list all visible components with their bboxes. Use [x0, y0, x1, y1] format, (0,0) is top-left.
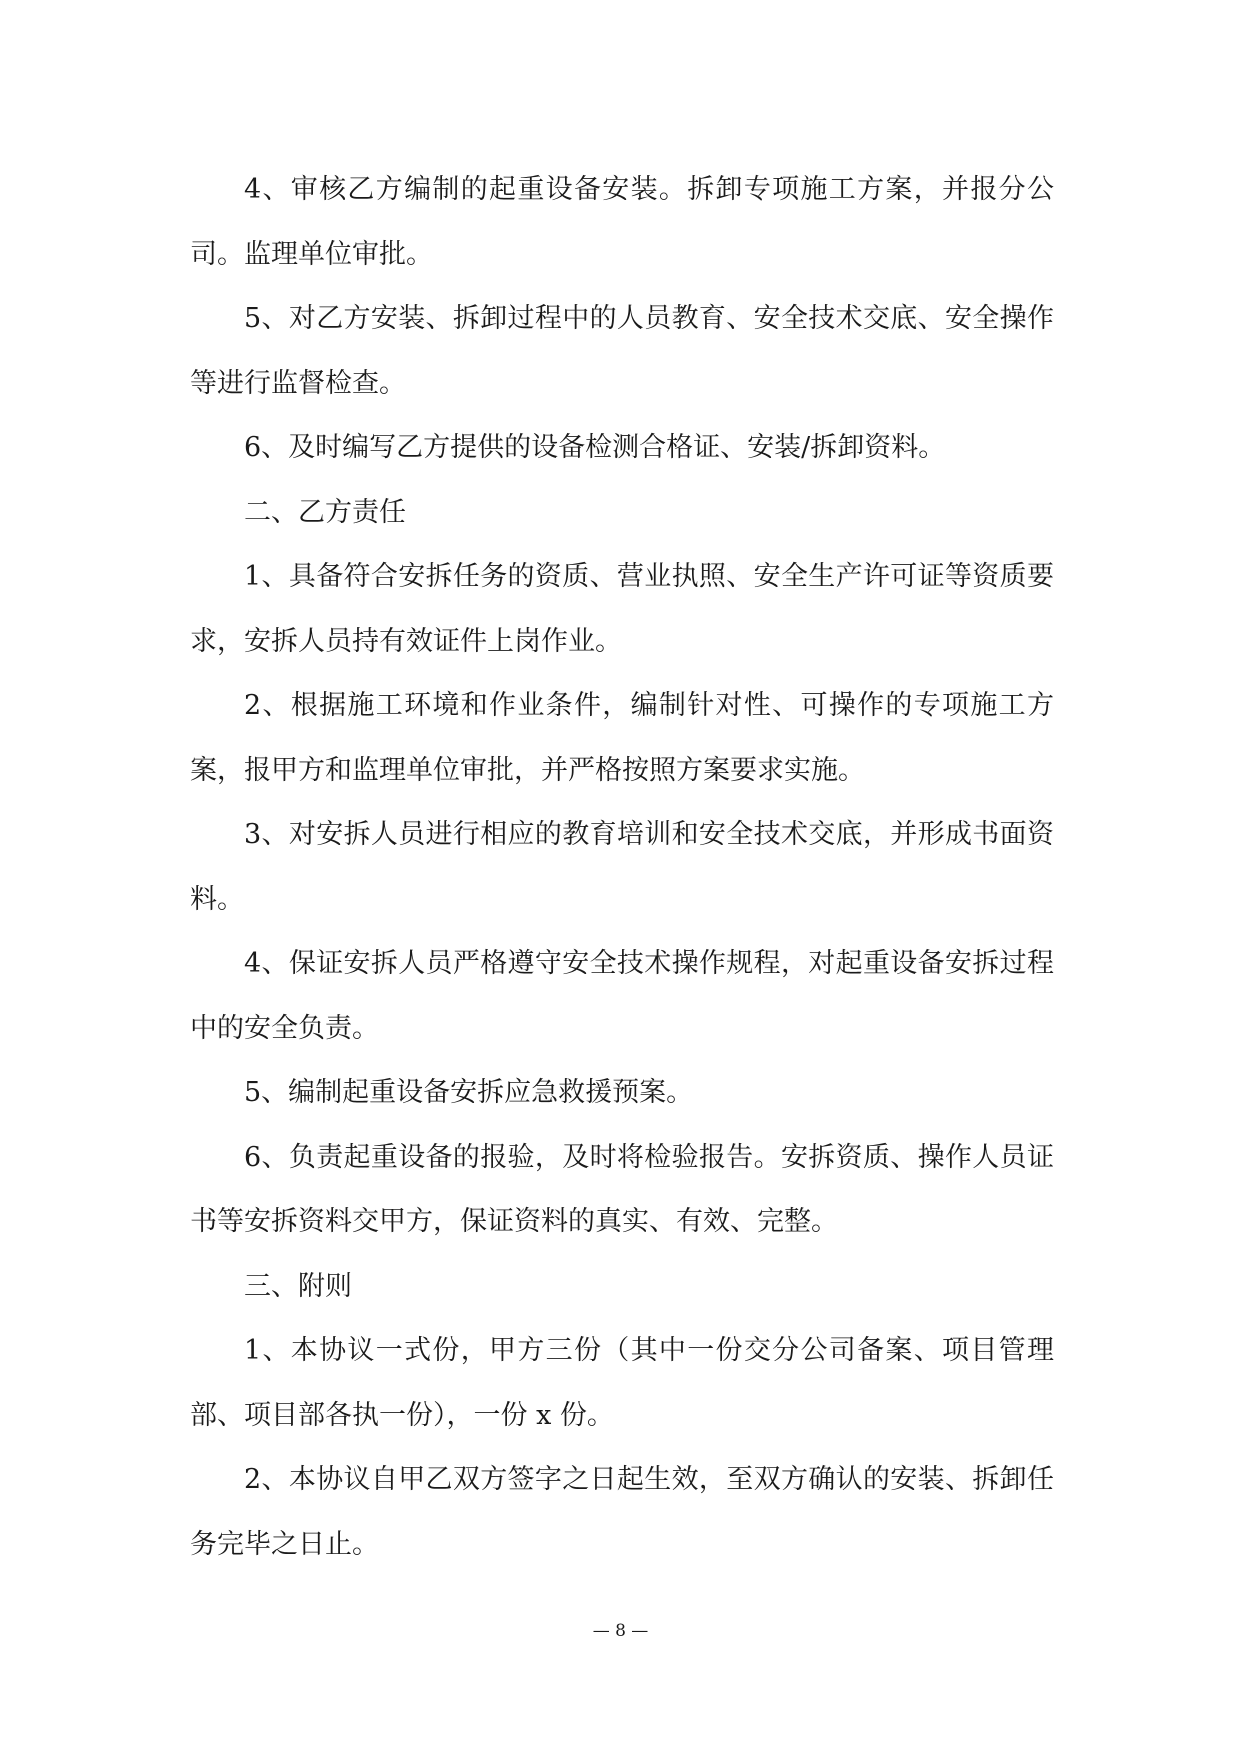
paragraph-emergency-plan: 5、编制起重设备安拆应急救援预案。 [244, 1077, 694, 1108]
page-number: — 8 — [592, 1621, 649, 1641]
paragraph-inspection-report: 6、负责起重设备的报验，及时将检验报告。安拆资质、操作人员证书等安拆资料交甲方，保证资料的真实、有效、完整。 [190, 1141, 1054, 1237]
paragraph-copies: 1、本协议一式份，甲方三份（其中一份交分公司备案、项目管理部、项目部各执一份），一份 x 份。 [190, 1335, 1054, 1431]
paragraph-training: 3、对安拆人员进行相应的教育培训和安全技术交底，并形成书面资料。 [190, 819, 1054, 915]
paragraph-effective-date: 2、本协议自甲乙双方签字之日起生效，至双方确认的安装、拆卸任务完毕之日止。 [190, 1464, 1054, 1560]
document-body [190, 158, 1054, 1577]
paragraph-qualifications: 1、具备符合安拆任务的资质、营业执照、安全生产许可证等资质要求，安拆人员持有效证件上岗作业。 [190, 561, 1054, 657]
paragraph-construction-plan: 2、根据施工环境和作业条件，编制针对性、可操作的专项施工方案，报甲方和监理单位审批，并严格按照方案要求实施。 [190, 690, 1054, 786]
paragraph-supervise-inspection: 5、对乙方安装、拆卸过程中的人员教育、安全技术交底、安全操作等进行监督检查。 [190, 303, 1054, 399]
paragraph-safety-rules: 4、保证安拆人员严格遵守安全技术操作规程，对起重设备安拆过程中的安全负责。 [190, 948, 1054, 1044]
section-heading-supplementary: 三、附则 [244, 1270, 352, 1302]
section-heading-party-b: 二、乙方责任 [244, 496, 406, 528]
paragraph-review-plan: 4、审核乙方编制的起重设备安装。拆卸专项施工方案，并报分公司。监理单位审批。 [190, 174, 1054, 270]
paragraph-compile-certificates: 6、及时编写乙方提供的设备检测合格证、安装/拆卸资料。 [244, 432, 946, 463]
